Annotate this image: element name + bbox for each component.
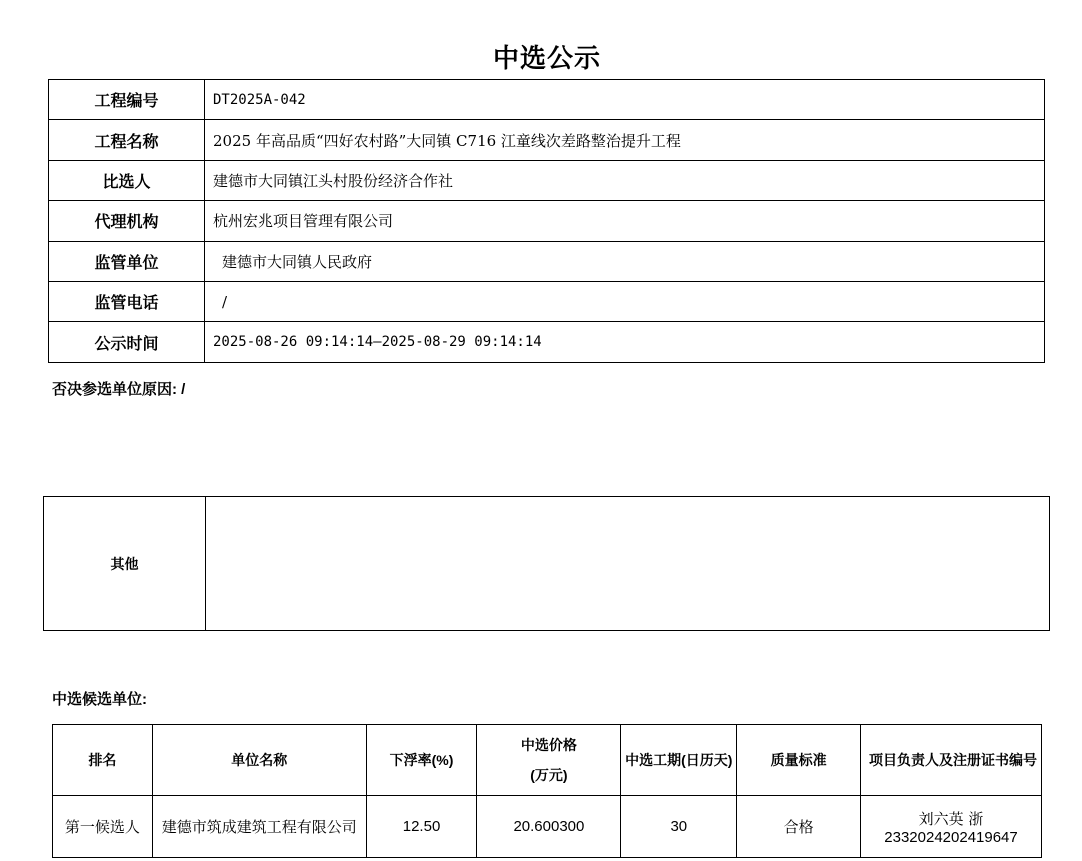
rejection-reason: [52, 378, 185, 399]
header-name: 单位名称: [152, 725, 366, 796]
table-row: [49, 201, 1045, 241]
header-manager: 项目负责人及注册证书编号: [861, 725, 1042, 796]
candidate-rate: 12.50: [366, 796, 477, 858]
candidate-period: 30: [621, 796, 737, 858]
candidate-price: 20.600300: [477, 796, 621, 858]
header-period: 中选工期(日历天): [621, 725, 737, 796]
header-price-unit: (万元): [530, 767, 568, 783]
header-rank: 排名: [53, 725, 153, 796]
candidate-quality: 合格: [737, 796, 861, 858]
candidate-name: 建德市筑成建筑工程有限公司: [152, 796, 366, 858]
table-row: [49, 281, 1045, 321]
publicity-time-label: 公示时间: [49, 322, 205, 362]
table-row: [49, 322, 1045, 362]
candidate-rank: 第一候选人: [53, 796, 153, 858]
header-price-label: 中选价格: [520, 737, 577, 753]
rejection-reason-label: 否决参选单位原因:: [52, 381, 177, 398]
project-name-label: 工程名称: [49, 120, 205, 160]
selector-value: 建德市大同镇江头村股份经济合作社: [205, 160, 1045, 200]
candidate-manager: [861, 796, 1042, 858]
agency-label: 代理机构: [49, 201, 205, 241]
rejection-reason-value: /: [181, 381, 186, 398]
table-row: [49, 120, 1045, 160]
table-row: [49, 160, 1045, 200]
selector-label: 比选人: [49, 160, 205, 200]
other-value: [206, 497, 1050, 631]
supervisor-phone-value: /: [205, 281, 1045, 321]
table-row: [49, 241, 1045, 281]
supervisor-label: 监管单位: [49, 241, 205, 281]
table-row: [49, 80, 1045, 120]
candidates-table: [52, 724, 1042, 858]
supervisor-phone-label: 监管电话: [49, 281, 205, 321]
table-row: [44, 497, 1050, 631]
project-name-value: 2025 年高品质“四好农村路”大同镇 C716 江童线次差路整治提升工程: [205, 120, 1045, 160]
header-price: [477, 725, 621, 796]
candidate-manager-name: 刘六英 浙: [918, 809, 984, 828]
agency-value: 杭州宏兆项目管理有限公司: [205, 201, 1045, 241]
header-rate: 下浮率(%): [366, 725, 477, 796]
other-table: [43, 496, 1050, 631]
other-label: 其他: [44, 497, 206, 631]
project-number-label: 工程编号: [49, 80, 205, 120]
candidates-title: 中选候选单位:: [52, 691, 147, 708]
table-header-row: [53, 725, 1042, 796]
supervisor-value: 建德市大同镇人民政府: [205, 241, 1045, 281]
publicity-time-value: 2025-08-26 09:14:14—2025-08-29 09:14:14: [205, 322, 1045, 362]
project-number-value: DT2025A-042: [205, 80, 1045, 120]
page-title: 中选公示: [492, 43, 601, 73]
table-row: [53, 796, 1042, 858]
header-quality: 质量标准: [737, 725, 861, 796]
project-info-table: [48, 79, 1045, 363]
candidate-manager-cert: 2332024202419647: [884, 828, 1018, 846]
